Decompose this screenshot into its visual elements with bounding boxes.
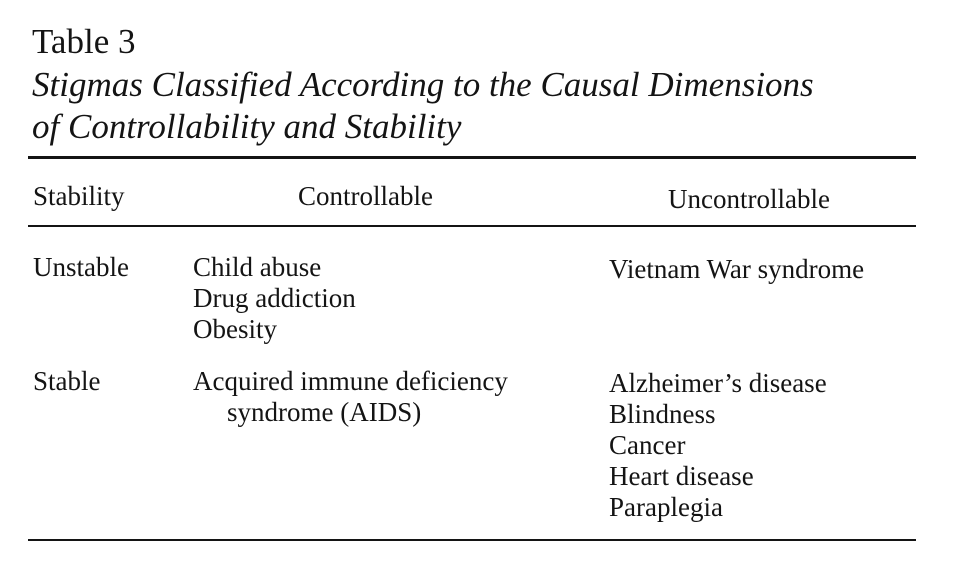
- uncontrollable-cell-stable: [609, 368, 827, 523]
- table-cell-entry: Obesity: [193, 314, 277, 344]
- table-cell-entry: Child abuse: [193, 252, 322, 282]
- table-title: [32, 64, 932, 148]
- header-uncontrollable: Uncontrollable: [668, 184, 830, 214]
- controllable-cell-unstable: [193, 252, 356, 345]
- header-stability: Stability: [33, 181, 125, 211]
- table-cell-entry: Paraplegia: [609, 492, 723, 522]
- table-cell-entry: Alzheimer’s disease: [609, 368, 827, 398]
- table-title-line: of Controllability and Stability: [32, 107, 462, 146]
- header-rule: [28, 225, 916, 227]
- table-cell-entry: Cancer: [609, 430, 686, 460]
- row-label-stable: Stable: [33, 366, 101, 396]
- controllable-cell-stable: [193, 366, 508, 428]
- row-label-unstable: Unstable: [33, 252, 129, 282]
- table-cell-entry: Blindness: [609, 399, 716, 429]
- table-cell-entry: Drug addiction: [193, 283, 356, 313]
- table-cell-entry: Heart disease: [609, 461, 754, 491]
- top-rule: [28, 156, 916, 159]
- table-number: Table 3: [32, 22, 136, 61]
- table-cell-entry: Vietnam War syndrome: [609, 254, 865, 284]
- table-cell-entry: Acquired immune deficiency: [193, 366, 508, 396]
- header-controllable: Controllable: [298, 181, 433, 211]
- table-title-line: Stigmas Classified According to the Causal Dimensions: [32, 65, 814, 104]
- uncontrollable-cell-unstable: [609, 254, 864, 285]
- table-cell-entry: syndrome (AIDS): [227, 397, 422, 427]
- bottom-rule: [28, 539, 916, 541]
